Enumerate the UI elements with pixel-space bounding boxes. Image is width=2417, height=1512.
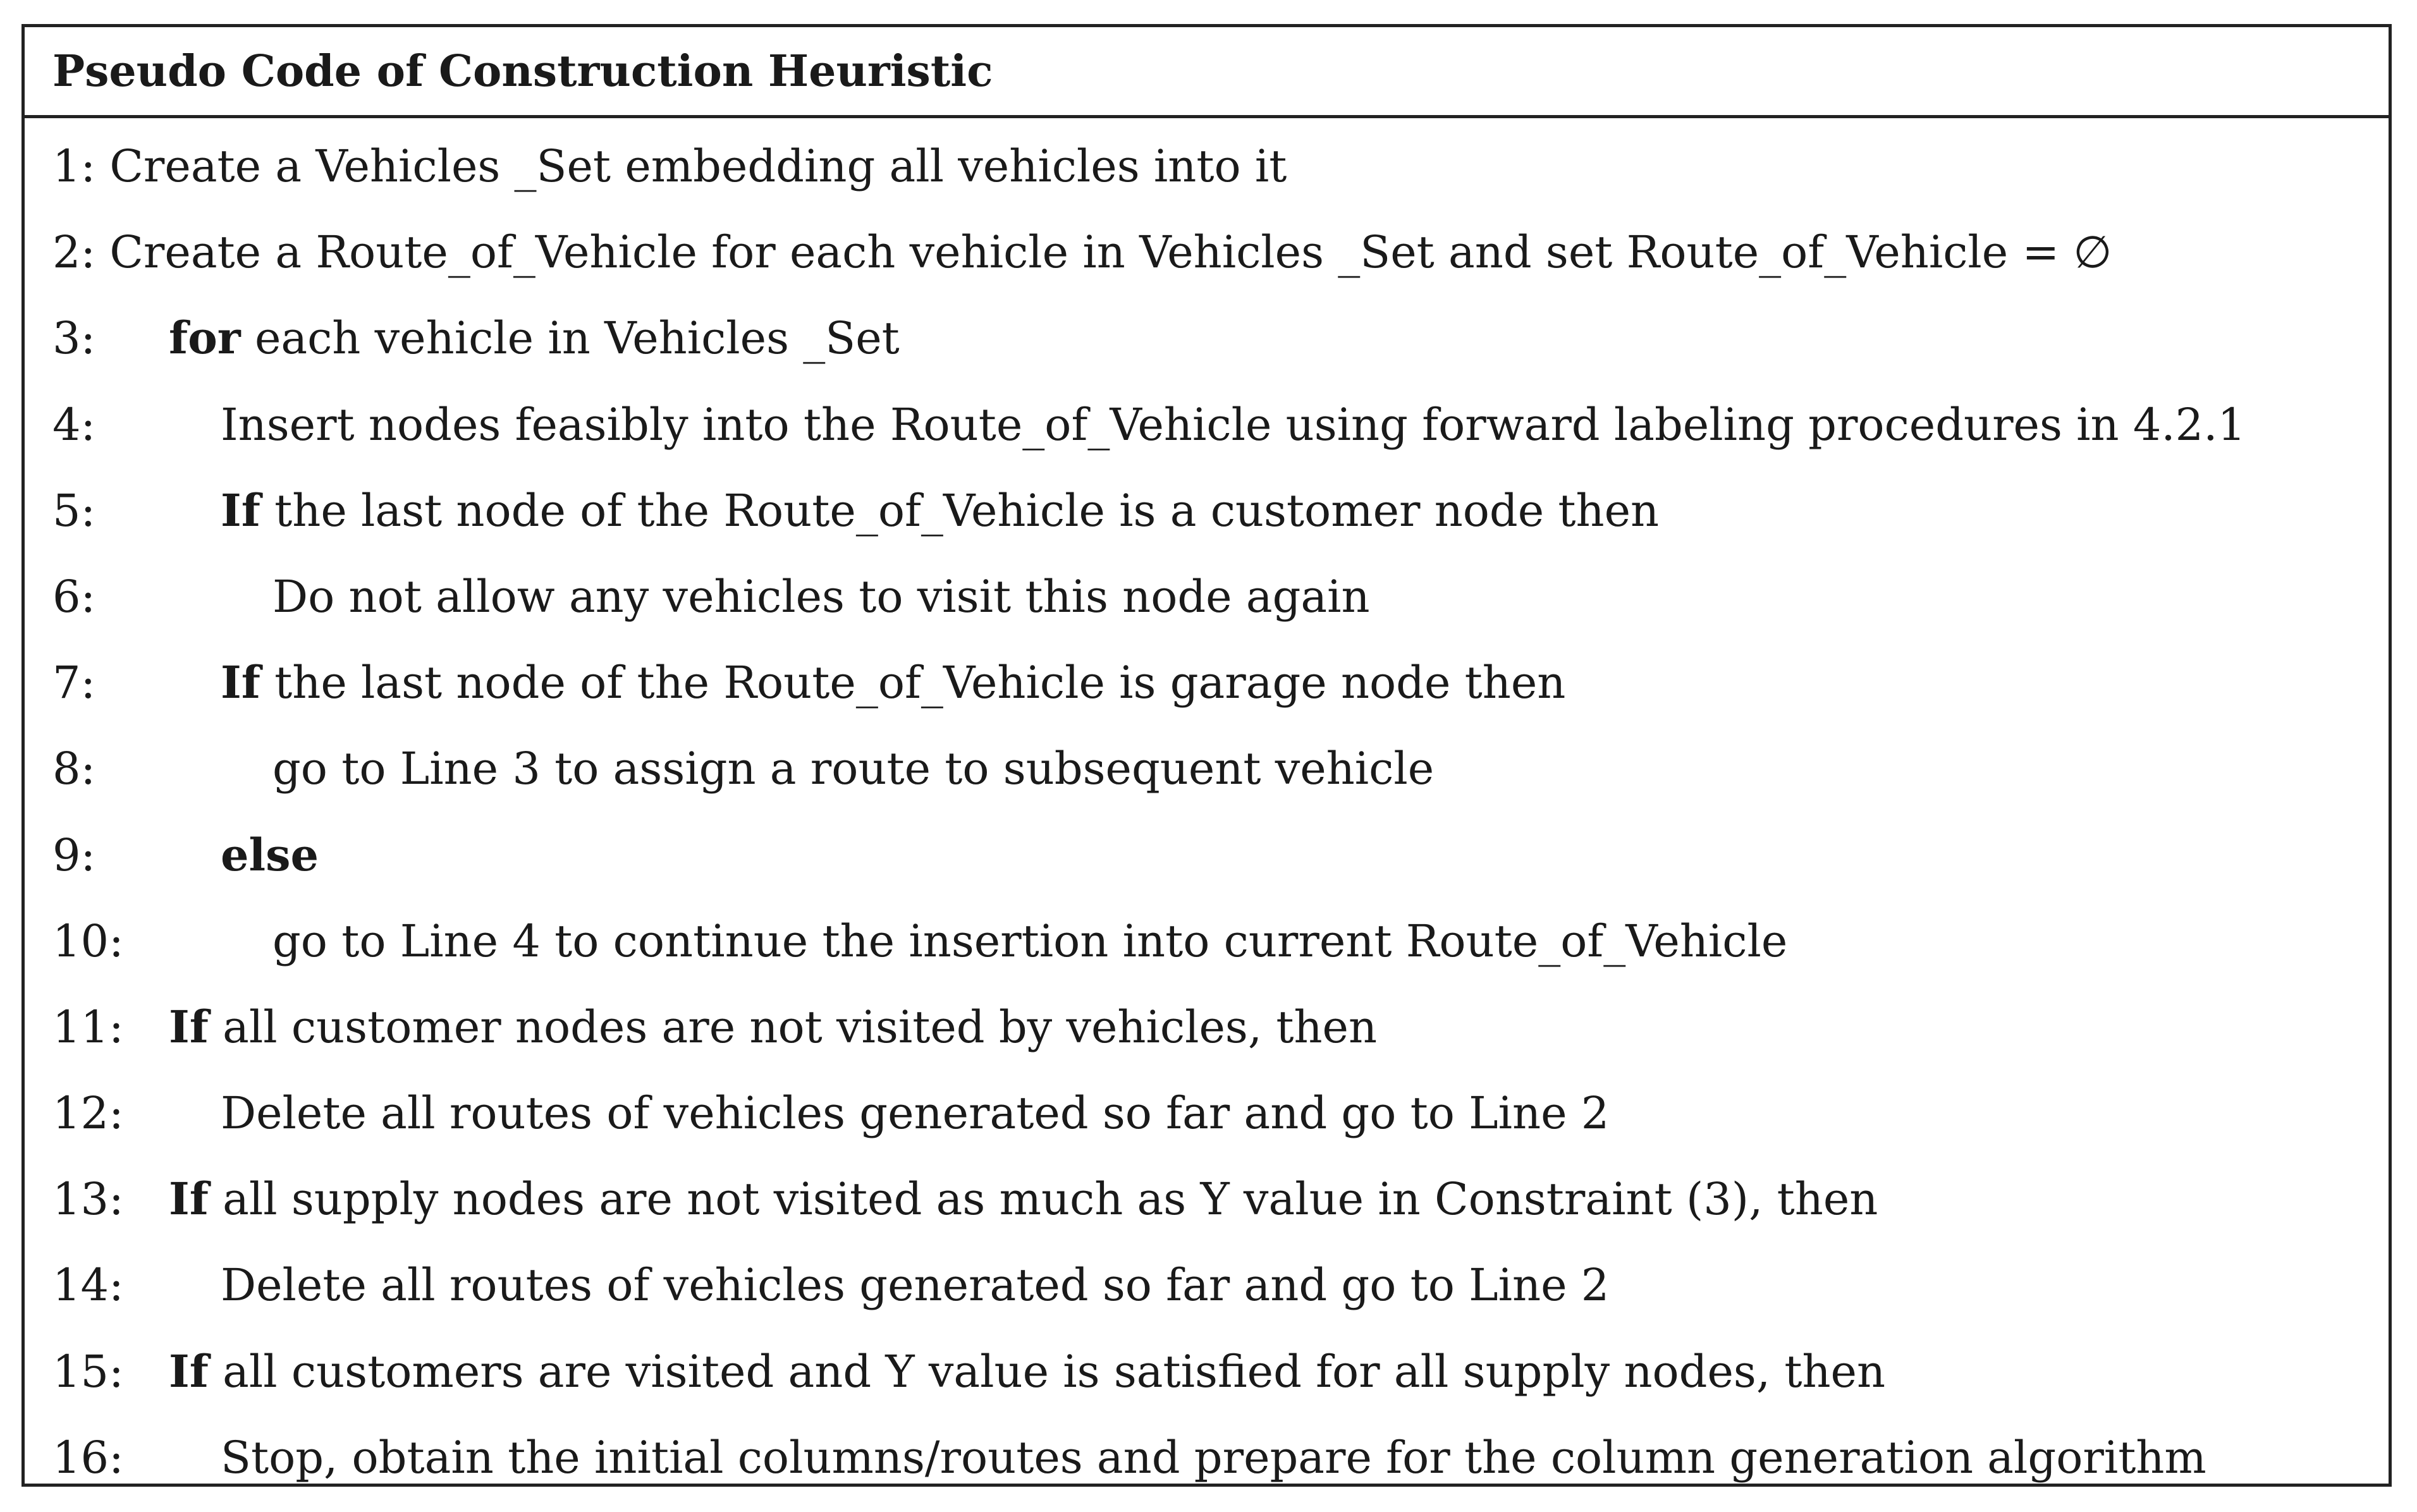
keyword-if: If [221, 656, 260, 709]
keyword-if: If [169, 1000, 209, 1053]
line-number: 6: [52, 570, 96, 623]
code-line-5 [25, 468, 2389, 554]
code-line-content [169, 1156, 1878, 1242]
code-line-text: Delete all routes of vehicles generated so far and go to Line 2 [221, 1259, 1610, 1312]
code-line-text: 1: Create a Vehicles _Set embedding all vehicles into it [52, 140, 1287, 192]
code-line-3 [25, 295, 2389, 381]
code-line-text: Do not allow any vehicles to visit this node again [272, 570, 1370, 623]
line-number: 15: [52, 1345, 124, 1398]
code-line-content [221, 468, 1659, 554]
code-line-text: 2: Create a Route_of_Vehicle for each vehicle in Vehicles _Set and set Route_of_Vehicle = ∅ [52, 226, 2112, 279]
code-line-text: each vehicle in Vehicles _Set [240, 312, 900, 365]
code-line-text: the last node of the Route_of_Vehicle is a customer node then [260, 484, 1660, 537]
pseudocode-header [25, 27, 2389, 118]
line-number: 9: [52, 829, 96, 881]
code-line-content [221, 640, 1565, 726]
line-number: 11: [52, 1001, 124, 1053]
line-number: 10: [52, 915, 124, 967]
line-number: 7: [52, 657, 96, 709]
code-line-text: all supply nodes are not visited as much as Y value in Constraint (3), then [208, 1173, 1878, 1226]
code-line-9 [25, 812, 2389, 898]
keyword-if: If [221, 484, 260, 537]
pseudocode-box [21, 24, 2392, 1487]
code-line-text: all customer nodes are not visited by vehicles, then [208, 1001, 1378, 1053]
code-line-15 [25, 1329, 2389, 1415]
code-line-text: Stop, obtain the initial columns/routes and prepare for the column generation algorithm [221, 1431, 2206, 1484]
line-number: 5: [52, 484, 96, 537]
code-line-text: go to Line 4 to continue the insertion into current Route_of_Vehicle [272, 915, 1788, 967]
pseudocode-body [25, 118, 2389, 1501]
code-line-4 [25, 382, 2389, 468]
keyword-for: for [169, 312, 241, 365]
code-line-1 [25, 123, 2389, 209]
code-line-text: Insert nodes feasibly into the Route_of_Vehicle using forward labeling procedures in 4.2.1 [221, 398, 2246, 451]
code-line-text: the last node of the Route_of_Vehicle is garage node then [260, 657, 1566, 709]
code-line-content [169, 295, 900, 381]
code-line-content [169, 984, 1377, 1070]
line-number: 12: [52, 1087, 124, 1140]
line-number: 8: [52, 743, 96, 795]
code-line-14 [25, 1242, 2389, 1328]
code-line-11 [25, 984, 2389, 1070]
pseudocode-title: Pseudo Code of Construction Heuristic [52, 46, 993, 97]
line-number: 14: [52, 1259, 124, 1312]
code-line-13 [25, 1156, 2389, 1242]
line-number: 4: [52, 398, 96, 451]
line-number: 13: [52, 1173, 124, 1226]
code-line-8 [25, 726, 2389, 812]
code-line-text: go to Line 3 to assign a route to subsequent vehicle [272, 743, 1435, 795]
code-line-content [221, 812, 319, 898]
code-line-7 [25, 640, 2389, 726]
code-line-6 [25, 554, 2389, 640]
keyword-if: If [169, 1344, 209, 1398]
keyword-else: else [221, 828, 319, 881]
code-line-16 [25, 1415, 2389, 1501]
keyword-if: If [169, 1173, 209, 1226]
code-line-text: all customers are visited and Y value is satisfied for all supply nodes, then [208, 1345, 1886, 1398]
code-line-content [169, 1329, 1885, 1415]
code-line-text: Delete all routes of vehicles generated so far and go to Line 2 [221, 1087, 1610, 1140]
code-line-10 [25, 898, 2389, 984]
line-number: 16: [52, 1431, 124, 1484]
code-line-12 [25, 1070, 2389, 1156]
code-line-2 [25, 209, 2389, 295]
line-number: 3: [52, 312, 96, 365]
